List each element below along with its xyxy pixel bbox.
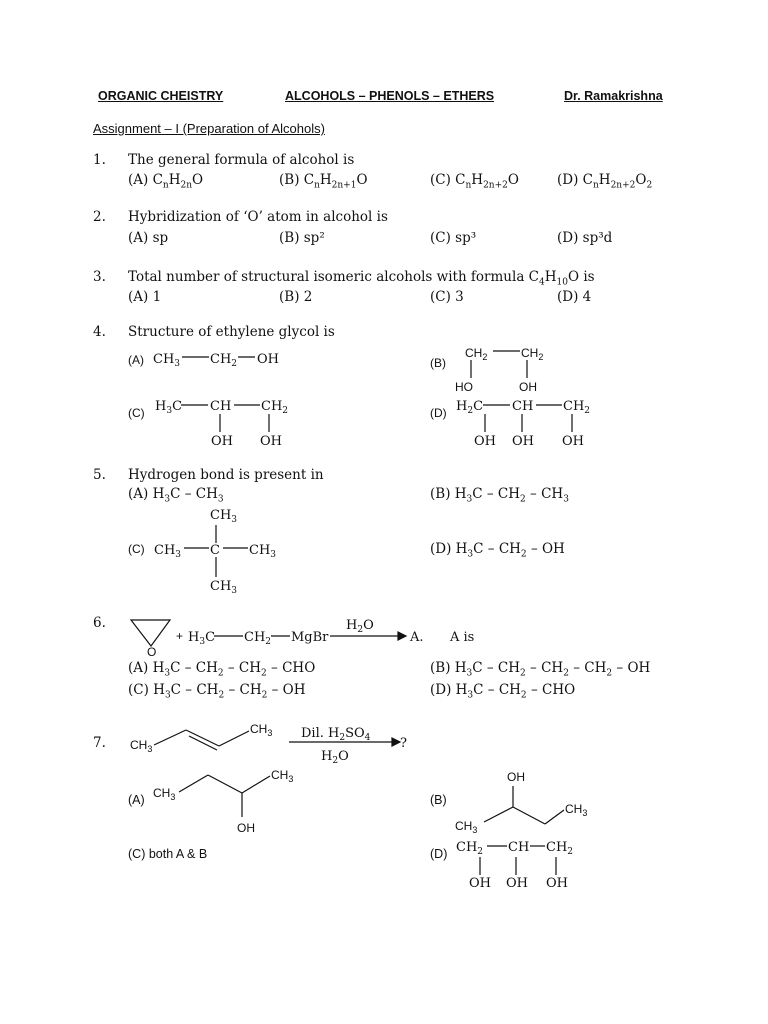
- svg-text:H2O: $H_2O$: [321, 749, 349, 766]
- q5-option-b: (B) $H_3C - CH_2 - CH_3$: [430, 486, 569, 505]
- q6-number: 6.: [93, 615, 106, 631]
- svg-text:CH: CH: [508, 840, 530, 855]
- q1-number: 1.: [93, 152, 106, 168]
- svg-text:HO: HO: [455, 380, 473, 394]
- svg-text:H2C: $H_2C$: [456, 399, 484, 416]
- svg-text:CH3: $CH_3$: [130, 738, 153, 754]
- q4-number: 4.: [93, 324, 106, 340]
- svg-text:CH3: $CH_3$: [249, 543, 277, 560]
- svg-text:CH2: $CH_2$: [563, 399, 591, 416]
- q6-option-d: (D) $H_3C - CH_2$ – CHO: [430, 682, 576, 701]
- q3-text: Total number of structural isomeric alcohols with formula $C_4H_{10}O$ is: [128, 269, 595, 288]
- q5-structure-c: [128, 508, 276, 596]
- svg-text:MgBr: MgBr: [291, 630, 329, 645]
- svg-text:A is: A is: [450, 630, 475, 645]
- q3-option-c: (C) 3: [430, 289, 464, 305]
- svg-text:OH: OH: [562, 434, 584, 449]
- q7-number: 7.: [93, 735, 106, 751]
- q3-option-a: (A) 1: [128, 289, 162, 305]
- svg-text:OH: OH: [211, 434, 233, 449]
- svg-text:CH3: $CH_3$: [210, 579, 238, 596]
- q5-number: 5.: [93, 467, 106, 483]
- q5-text: Hydrogen bond is present in: [128, 467, 324, 483]
- svg-text:CH2: $CH_2$: [465, 346, 488, 362]
- svg-text:CH3: $CH_3$: [250, 722, 273, 738]
- svg-text:CH3: $CH_3$: [210, 508, 238, 525]
- q4-text: Structure of ethylene glycol is: [128, 324, 335, 340]
- svg-text:CH2: $CH_2$: [546, 840, 574, 857]
- svg-text:OH: OH: [260, 434, 282, 449]
- q7-option-d-label: (D): [430, 847, 448, 861]
- svg-text:(C): (C): [128, 542, 145, 556]
- svg-text:CH2: $CH_2$: [261, 399, 289, 416]
- svg-text:CH2: $CH_2$: [244, 630, 272, 647]
- svg-text:CH3: $CH_3$: [271, 768, 294, 784]
- q2-option-c: (C) sp³: [430, 230, 477, 246]
- svg-text:OH: OH: [237, 821, 255, 835]
- q4-structure-b: [430, 346, 543, 394]
- svg-text:?: ?: [400, 736, 407, 751]
- svg-text:OH: OH: [506, 876, 528, 891]
- svg-text:OH: OH: [519, 380, 537, 394]
- svg-text:A.: A.: [410, 630, 424, 645]
- svg-text:Dil. H2SO4: Dil. $H_2SO_4$: [301, 726, 371, 743]
- q6-option-c: (C) $H_3C - CH_2 - CH_2$ – OH: [128, 682, 306, 701]
- svg-text:(B): (B): [430, 356, 446, 370]
- q2-text: Hybridization of ‘O’ atom in alcohol is: [128, 209, 388, 225]
- svg-text:OH: OH: [507, 770, 525, 784]
- svg-text:CH3: $CH_3$: [565, 802, 588, 818]
- svg-text:OH: OH: [546, 876, 568, 891]
- q7-reactant: [130, 722, 407, 766]
- svg-text:H3C: $H_3C$: [188, 630, 216, 647]
- q4-structure-c: [128, 399, 288, 449]
- svg-text:OH: OH: [474, 434, 496, 449]
- svg-text:OH: OH: [257, 352, 279, 367]
- svg-text:C: C: [210, 543, 220, 558]
- q6-option-a: (A) $H_3C - CH_2 - CH_2$ – CHO: [128, 660, 316, 679]
- q2-option-d: (D) sp³d: [557, 230, 613, 246]
- svg-text:CH2: $CH_2$: [210, 352, 238, 369]
- q1-option-d: (D) $C_nH_{2n+2}O_2$: [557, 172, 653, 191]
- svg-text:OH: OH: [469, 876, 491, 891]
- q2-option-b: (B) sp²: [279, 230, 325, 246]
- q1-option-a: (A) $C_nH_{2n}O$: [128, 172, 204, 191]
- svg-text:O: O: [147, 645, 157, 659]
- q7-structure-a: [153, 768, 293, 835]
- q3-option-d: (D) 4: [557, 289, 592, 305]
- svg-text:CH: CH: [210, 399, 232, 414]
- svg-text:+: +: [176, 629, 184, 643]
- svg-text:CH3: $CH_3$: [153, 352, 181, 369]
- q1-option-c: (C) $C_nH_{2n+2}O$: [430, 172, 519, 191]
- header-author: Dr. Ramakrishna: [564, 89, 663, 103]
- svg-text:CH3: $CH_3$: [153, 786, 176, 802]
- q4-structure-a: [128, 352, 279, 369]
- q7-option-a-label: (A): [128, 793, 145, 807]
- assignment-title: Assignment – I (Preparation of Alcohols): [93, 121, 325, 136]
- q7-option-c: (C) both A & B: [128, 847, 208, 861]
- q7-structure-b: [455, 770, 587, 835]
- q5-option-d: (D) $H_3C - CH_2$ – OH: [430, 541, 565, 560]
- svg-text:(D): (D): [430, 406, 447, 420]
- q1-text: The general formula of alcohol is: [128, 152, 355, 168]
- svg-text:H3C: $H_3C$: [155, 399, 183, 416]
- svg-text:CH2: $CH_2$: [521, 346, 544, 362]
- q6-reaction: [176, 618, 474, 647]
- svg-text:(C): (C): [128, 406, 145, 420]
- svg-text:CH3: $CH_3$: [455, 819, 478, 835]
- q3-number: 3.: [93, 269, 106, 285]
- svg-text:CH3: $CH_3$: [154, 543, 182, 560]
- header-subject: ORGANIC CHEISTRY: [98, 89, 224, 103]
- q5-option-a: (A) $H_3C - CH_3$: [128, 486, 224, 505]
- q6-epoxide: [131, 620, 170, 659]
- q4-structure-d: [430, 399, 590, 449]
- svg-text:OH: OH: [512, 434, 534, 449]
- q6-option-b: (B) $H_3C - CH_2 - CH_2 - CH_2$ – OH: [430, 660, 651, 679]
- q3-option-b: (B) 2: [279, 289, 313, 305]
- svg-text:CH: CH: [512, 399, 534, 414]
- svg-text:H2O: $H_2O$: [346, 618, 374, 635]
- header-topic: ALCOHOLS – PHENOLS – ETHERS: [285, 89, 495, 103]
- q1-option-b: (B) $C_nH_{2n+1}O$: [279, 172, 368, 191]
- svg-text:(A): (A): [128, 353, 144, 367]
- q7-option-b-label: (B): [430, 793, 447, 807]
- q7-structure-d: [456, 840, 573, 891]
- q2-number: 2.: [93, 209, 106, 225]
- svg-text:CH2: $CH_2$: [456, 840, 484, 857]
- q2-option-a: (A) sp: [128, 230, 169, 246]
